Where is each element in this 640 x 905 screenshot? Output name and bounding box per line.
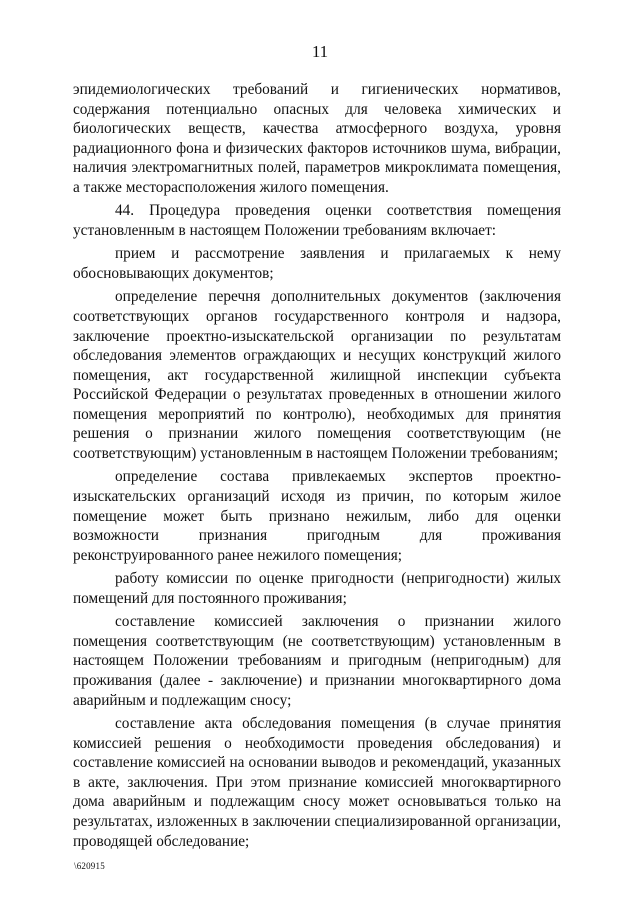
paragraph-experts: определение состава привлекаемых экспертов проектно-изыскательских организаций исходя из причин, по которым жилое помещение может быть признано нежилым, либо для оценки возможности признания пригодным для проживания реконструированного ранее нежилого помещения; xyxy=(73,468,561,564)
paragraph-commission-work: работу комиссии по оценке пригодности (непригодности) жилых помещений для постоянного проживания; xyxy=(73,570,561,607)
document-code: \620915 xyxy=(74,861,105,871)
paragraph-inspection-act: составление акта обследования помещения (в случае принятия комиссией решения о необходимости проведения обследования) и составление комиссией на основании выводов и рекомендаций, указанных в акте, заключения. При этом признание комиссией многоквартирного дома аварийным и подлежащим сносу может основываться только на результатах, изложенных в заключении специализированной организации, проводящей обследование; xyxy=(73,714,561,850)
paragraph-item-44: 44. Процедура проведения оценки соответствия помещения установленным в настоящем Положении требованиям включает: xyxy=(73,202,561,239)
paragraph-continuation: эпидемиологических требований и гигиенических нормативов, содержания потенциально опасных для человека химических и биологических веществ, качества атмосферного воздуха, уровня радиационного фона и физических факторов источников шума, вибрации, наличия электромагнитных полей, параметров микроклимата помещения, а также месторасположения жилого помещения. xyxy=(73,81,561,196)
paragraph-additional-documents: определение перечня дополнительных документов (заключения соответствующих органов государственного контроля и надзора, заключение проектно-изыскательской организации по результатам обследования элементов ограждающих и несущих конструкций жилого помещения, акт государственной жилищной инспекции субъекта Российской Федерации о результатах проведенных в отношении жилого помещения мероприятий по контролю), необходимых для принятия решения о признании жилого помещения соответствующим (не соответствующим) установленным в настоящем Положении требованиям; xyxy=(73,288,561,463)
page-number: 11 xyxy=(311,42,329,61)
paragraph-conclusion: составление комиссией заключения о признании жилого помещения соответствующим (не соответствующим) установленным в настоящем Положении требованиям и пригодным (непригодным) для проживания (далее - заключение) и признании многоквартирного дома аварийным и подлежащим сносу; xyxy=(73,613,561,709)
paragraph-receiving-application: прием и рассмотрение заявления и прилагаемых к нему обосновывающих документов; xyxy=(73,245,561,282)
document-body xyxy=(73,80,561,855)
